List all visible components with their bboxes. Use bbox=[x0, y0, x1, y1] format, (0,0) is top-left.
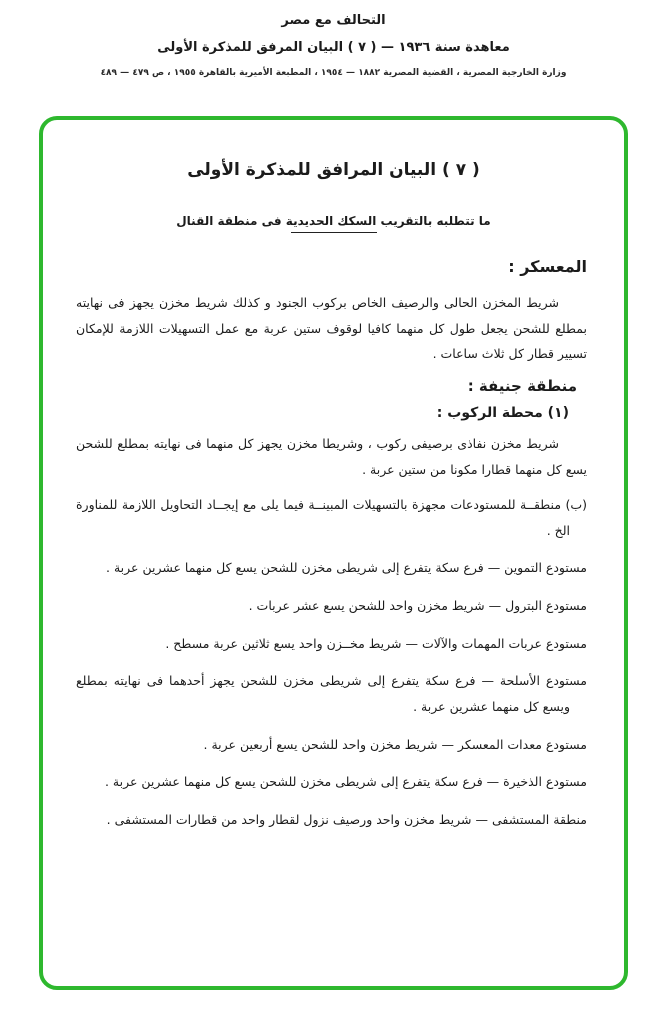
subheading-boarding-station: (١) محطة الركوب : bbox=[436, 404, 569, 421]
paragraph-station: شريط مخزن نفاذى برصيفى ركوب ، وشريطا مخزن يجهز كل منهما فى نهايته بمطلع للشحن يسع كل منهما قطارا مكونا من ستين عربة . bbox=[76, 435, 587, 477]
section-heading-geneifa: منطقة جنيفة : bbox=[467, 376, 577, 395]
header-subtitle: معاهدة سنة ١٩٣٦ — ( ٧ ) البيان المرفق للمذكرة الأولى bbox=[157, 40, 510, 55]
document-frame bbox=[39, 116, 628, 990]
paragraph-camp: شريط المخزن الحالى والرصيف الخاص بركوب الجنود و كذلك شريط مخزن يجهز فى نهايته بمطلع للشحن يجعل طول كل منهما كافيا لوقوف ستين عربة مع عمل التسهيلات اللازمة للإمكان تسيير قطار كل ثلاث ساعات . bbox=[76, 295, 587, 362]
subtitle-underline bbox=[291, 232, 377, 233]
page-header bbox=[0, 0, 667, 78]
document-body bbox=[76, 257, 591, 832]
paragraph-supply-depot: مستودع التموين — فرع سكة يتفرع إلى شريطى مخزن للشحن يسع كل منهما عشرين عربة . bbox=[106, 560, 587, 576]
paragraph-petrol-depot: مستودع البترول — شريط مخزن واحد للشحن يسع عشر عربات . bbox=[248, 598, 587, 613]
header-citation: وزارة الخارجية المصرية ، القضية المصرية ١٨٨٢ — ١٩٥٤ ، المطبعة الأميرية بالقاهرة ١٩٥٥ ، ص ٤٧٩ — ٤٨٩ bbox=[100, 68, 567, 78]
paragraph-hospital-area: منطقة المستشفى — شريط مخزن واحد ورصيف نزول لقطار واحد من قطارات المستشفى . bbox=[106, 811, 587, 827]
document-title: ( ٧ ) البيان المرافق للمذكرة الأولى bbox=[187, 160, 480, 180]
section-heading-camp: المعسكر : bbox=[508, 257, 587, 276]
header-title: التحالف مع مصر bbox=[281, 13, 386, 28]
paragraph-camp-equipment-depot: مستودع معدات المعسكر — شريط مخزن واحد للشحن يسع أربعين عربة . bbox=[203, 736, 587, 752]
document-subtitle: ما تتطلبه بالتقريب السكك الحديدية فى منطقة القنال bbox=[176, 214, 491, 228]
paragraph-ammunition-depot: مستودع الذخيرة — فرع سكة يتفرع إلى شريطى مخزن للشحن يسع كل منهما عشرين عربة . bbox=[104, 774, 587, 790]
paragraph-stores-depot: مستودع عربات المهمات والآلات — شريط مخــزن واحد يسع ثلاثين عربة مسطح . bbox=[165, 635, 587, 651]
paragraph-arms-depot: مستودع الأسلحة — فرع سكة يتفرع إلى شريطى مخزن للشحن يجهز أحدهما فى نهايته بمطلع ويسع كل منهما عشرين عربة . bbox=[76, 673, 587, 714]
paragraph-depots-area: (ب) منطقــة للمستودعات مجهزة بالتسهيلات المبينــة فيما يلى مع إيجــاد التحاويل اللازمة للمناورة الخ . bbox=[76, 497, 587, 538]
